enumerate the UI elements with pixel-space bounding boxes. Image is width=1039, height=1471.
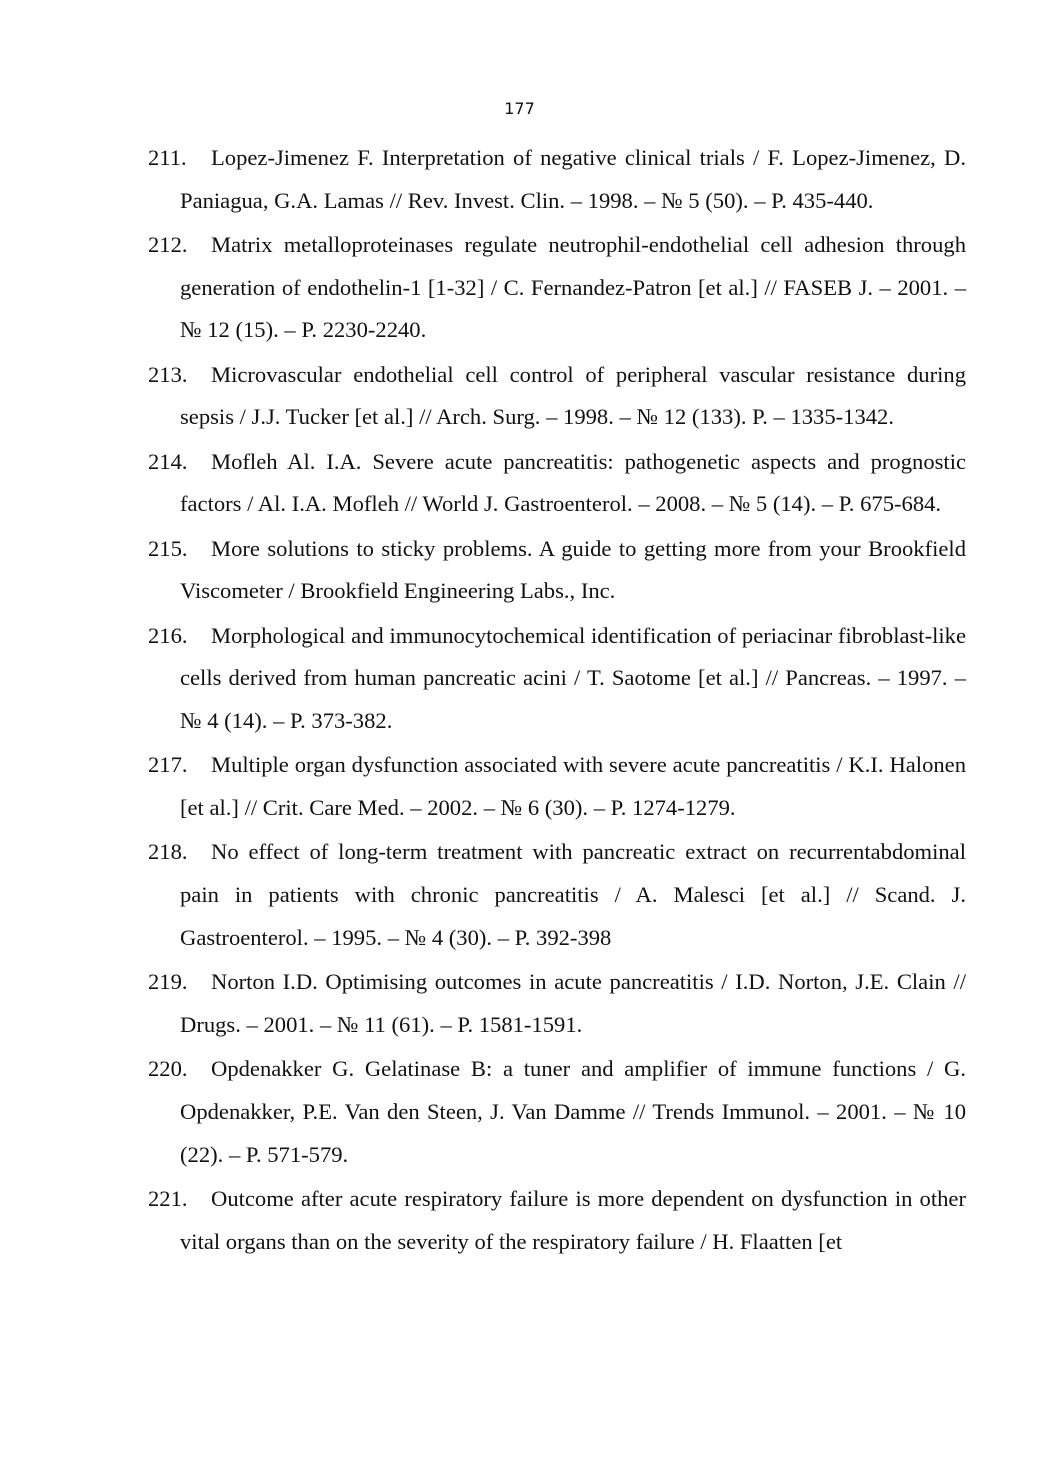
reference-text: Opdenakker G. Gelatinase B: a tuner and amplifier of immune functions / G. Opdenakker, P.E. Van den Steen, J. Van Damme // Trends Immunol. – 2001. – № 10 (22). – P. 571-579. bbox=[180, 1056, 966, 1167]
reference-number: 214. bbox=[148, 448, 188, 474]
reference-item bbox=[148, 224, 966, 352]
page-number: 177 bbox=[504, 99, 535, 118]
reference-text: Multiple organ dysfunction associated with severe acute pancreatitis / K.I. Halonen [et al.] // Crit. Care Med. – 2002. – № 6 (30). – P. 1274-1279. bbox=[180, 752, 966, 821]
reference-number: 213. bbox=[148, 361, 188, 387]
reference-item bbox=[148, 744, 966, 829]
reference-number: 219. bbox=[148, 969, 188, 995]
reference-number: 218. bbox=[148, 839, 188, 865]
reference-text: Morphological and immunocytochemical identification of periacinar fibroblast-like cells derived from human pancreatic acini / T. Saotome [et al.] // Pancreas. – 1997. – № 4 (14). – P. 373-382. bbox=[180, 622, 966, 734]
reference-number: 221. bbox=[148, 1185, 188, 1211]
reference-text: Lopez-Jimenez F. Interpretation of negative clinical trials / F. Lopez-Jimenez, D. Paniagua, G.A. Lamas // Rev. Invest. Clin. – 1998. – № 5 (50). – P. 435-440. bbox=[180, 145, 966, 213]
reference-item bbox=[148, 441, 966, 526]
reference-number: 220. bbox=[148, 1056, 188, 1082]
reference-item bbox=[148, 831, 966, 959]
reference-item bbox=[148, 961, 966, 1046]
reference-text: More solutions to sticky problems. A guide to getting more from your Brookfield Viscometer / Brookfield Engineering Labs., Inc. bbox=[180, 535, 966, 604]
reference-item bbox=[148, 137, 966, 222]
reference-text: Mofleh Al. I.A. Severe acute pancreatitis: pathogenetic aspects and prognostic factors / Al. I.A. Mofleh // World J. Gastroenterol. – 2008. – № 5 (14). – P. 675-684. bbox=[180, 448, 966, 517]
reference-number: 215. bbox=[148, 535, 188, 561]
reference-item bbox=[148, 1048, 966, 1176]
reference-item bbox=[148, 354, 966, 439]
reference-item bbox=[148, 528, 966, 613]
reference-number: 211. bbox=[148, 145, 187, 170]
reference-number: 212. bbox=[148, 232, 188, 257]
reference-text: Microvascular endothelial cell control of peripheral vascular resistance during sepsis / J.J. Tucker [et al.] // Arch. Surg. – 1998. – № 12 (133). P. – 1335-1342. bbox=[180, 361, 966, 430]
reference-text: No effect of long-term treatment with pancreatic extract on recurrentabdominal pain in patients with chronic pancreatitis / A. Malesci [et al.] // Scand. J. Gastroenterol. – 1995. – № 4 (30). – P. 392-398 bbox=[180, 839, 966, 950]
reference-text: Matrix metalloproteinases regulate neutrophil-endothelial cell adhesion through generation of endothelin-1 [1-32] / C. Fernandez-Patron [et al.] // FASEB J. – 2001. – № 12 (15). – P. 2230-2240. bbox=[180, 232, 966, 343]
reference-list bbox=[148, 137, 966, 1265]
reference-text: Norton I.D. Optimising outcomes in acute pancreatitis / I.D. Norton, J.E. Clain // Drugs. – 2001. – № 11 (61). – P. 1581-1591. bbox=[180, 969, 966, 1037]
reference-text: Outcome after acute respiratory failure is more dependent on dysfunction in other vital organs than on the severity of the respiratory failure / H. Flaatten [et bbox=[180, 1185, 966, 1254]
reference-item bbox=[148, 615, 966, 743]
reference-number: 217. bbox=[148, 752, 188, 778]
reference-number: 216. bbox=[148, 622, 188, 648]
reference-item bbox=[148, 1178, 966, 1263]
